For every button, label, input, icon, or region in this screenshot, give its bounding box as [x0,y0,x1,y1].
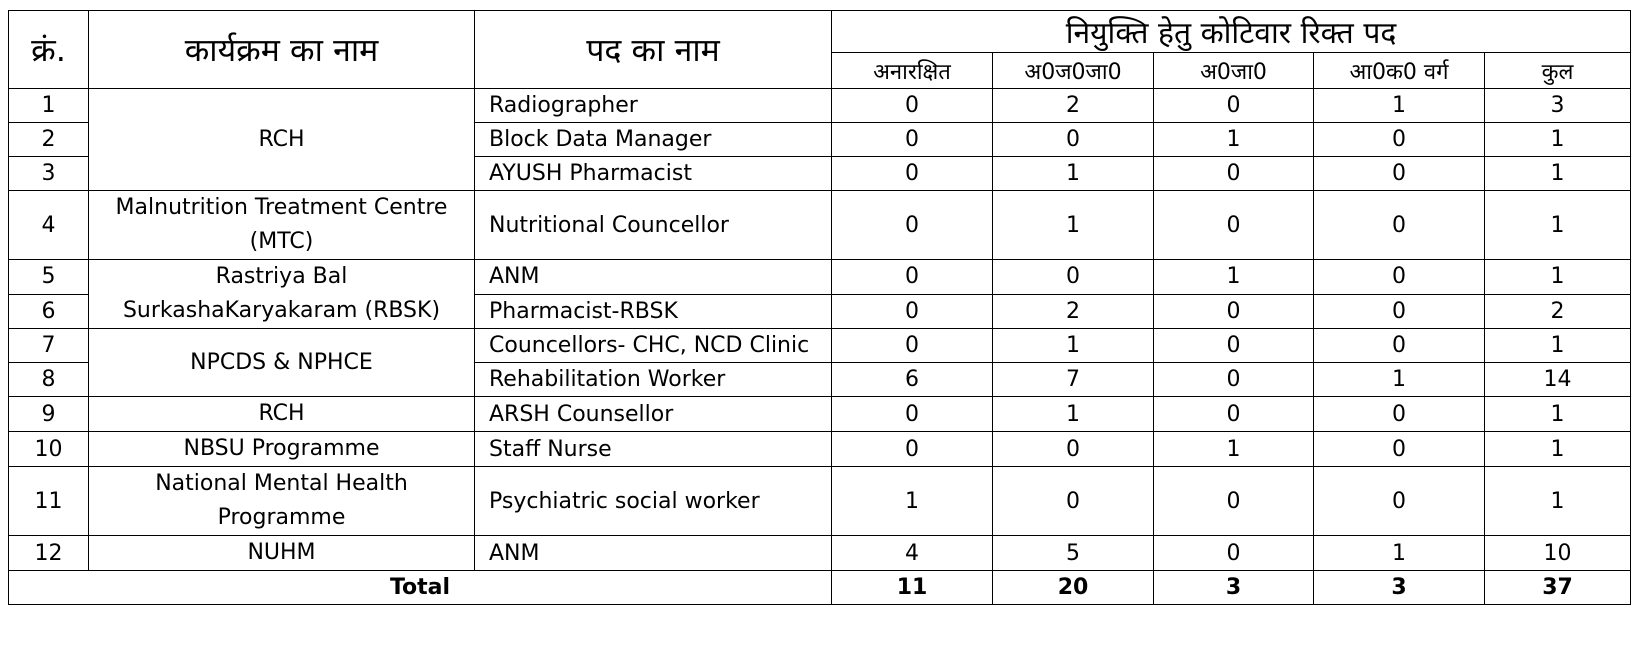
total-row [9,571,1631,605]
sc-cell: 0 [1154,536,1314,571]
ews-cell: 0 [1314,294,1485,329]
post-cell: Block Data Manager [475,123,832,157]
post-cell: Staff Nurse [475,432,832,467]
sno-cell: 8 [9,363,89,397]
unreserved-cell: 4 [832,536,993,571]
header-obc: अ0ज0जा0 [993,53,1154,89]
ews-cell: 0 [1314,260,1485,295]
header-sno: क्रं. [9,11,89,89]
unreserved-cell: 0 [832,89,993,123]
sc-cell: 1 [1154,260,1314,295]
unreserved-cell: 0 [832,294,993,329]
program-cell: RCH [89,397,475,432]
ews-cell: 1 [1314,363,1485,397]
total-cell: 3 [1485,89,1631,123]
sc-cell: 0 [1154,191,1314,260]
obc-cell: 5 [993,536,1154,571]
unreserved-cell: 0 [832,123,993,157]
post-cell: ANM [475,536,832,571]
program-cell: NBSU Programme [89,432,475,467]
sc-cell: 0 [1154,294,1314,329]
post-cell: Pharmacist-RBSK [475,294,832,329]
sno-cell: 7 [9,329,89,363]
sc-cell: 1 [1154,432,1314,467]
post-cell: Councellors- CHC, NCD Clinic [475,329,832,363]
obc-cell: 1 [993,157,1154,191]
post-cell: ARSH Counsellor [475,397,832,432]
unreserved-cell: 0 [832,432,993,467]
header-vacancy-group: नियुक्ति हेतु कोटिवार रिक्त पद [832,11,1631,53]
sno-cell: 3 [9,157,89,191]
post-cell: Rehabilitation Worker [475,363,832,397]
obc-cell: 0 [993,432,1154,467]
obc-cell: 1 [993,329,1154,363]
table-row [9,260,1631,295]
header-row-top [9,11,1631,53]
ews-cell: 0 [1314,123,1485,157]
total-unreserved: 11 [832,571,993,605]
table-row [9,432,1631,467]
table-row [9,536,1631,571]
sc-cell: 0 [1154,397,1314,432]
sc-cell: 1 [1154,123,1314,157]
sc-cell: 0 [1154,89,1314,123]
sc-cell: 0 [1154,363,1314,397]
sc-cell: 0 [1154,157,1314,191]
total-cell: 1 [1485,432,1631,467]
sno-cell: 11 [9,467,89,536]
total-cell: 1 [1485,329,1631,363]
post-cell: ANM [475,260,832,295]
header-sc: अ0जा0 [1154,53,1314,89]
total-sc: 3 [1154,571,1314,605]
ews-cell: 0 [1314,329,1485,363]
sc-cell: 0 [1154,467,1314,536]
total-ews: 3 [1314,571,1485,605]
total-cell: 1 [1485,397,1631,432]
unreserved-cell: 1 [832,467,993,536]
ews-cell: 1 [1314,536,1485,571]
unreserved-cell: 0 [832,397,993,432]
vacancy-table [8,10,1631,605]
sno-cell: 4 [9,191,89,260]
ews-cell: 1 [1314,89,1485,123]
unreserved-cell: 0 [832,329,993,363]
obc-cell: 0 [993,123,1154,157]
obc-cell: 1 [993,191,1154,260]
sno-cell: 12 [9,536,89,571]
post-cell: Radiographer [475,89,832,123]
table-row [9,329,1631,363]
obc-cell: 7 [993,363,1154,397]
sno-cell: 6 [9,294,89,329]
post-cell: AYUSH Pharmacist [475,157,832,191]
ews-cell: 0 [1314,432,1485,467]
total-cell: 1 [1485,157,1631,191]
table-row [9,89,1631,123]
total-cell: 14 [1485,363,1631,397]
total-cell: 1 [1485,260,1631,295]
post-cell: Psychiatric social worker [475,467,832,536]
total-cell: 2 [1485,294,1631,329]
sno-cell: 1 [9,89,89,123]
header-program: कार्यक्रम का नाम [89,11,475,89]
obc-cell: 2 [993,294,1154,329]
total-label: Total [9,571,832,605]
program-cell: National Mental Health Programme [89,467,475,536]
obc-cell: 0 [993,467,1154,536]
sno-cell: 5 [9,260,89,295]
total-obc: 20 [993,571,1154,605]
header-post: पद का नाम [475,11,832,89]
unreserved-cell: 0 [832,191,993,260]
program-cell: NPCDS & NPHCE [89,329,475,397]
header-ews: आ0क0 वर्ग [1314,53,1485,89]
total-all: 37 [1485,571,1631,605]
table-row [9,397,1631,432]
total-cell: 1 [1485,191,1631,260]
obc-cell: 1 [993,397,1154,432]
obc-cell: 2 [993,89,1154,123]
unreserved-cell: 0 [832,157,993,191]
ews-cell: 0 [1314,467,1485,536]
program-cell: RCH [89,89,475,191]
ews-cell: 0 [1314,157,1485,191]
program-cell: NUHM [89,536,475,571]
ews-cell: 0 [1314,191,1485,260]
ews-cell: 0 [1314,397,1485,432]
total-cell: 1 [1485,467,1631,536]
table-row [9,467,1631,536]
header-unreserved: अनारक्षित [832,53,993,89]
table-row [9,191,1631,260]
unreserved-cell: 0 [832,260,993,295]
header-total: कुल [1485,53,1631,89]
total-cell: 1 [1485,123,1631,157]
sc-cell: 0 [1154,329,1314,363]
program-cell: Malnutrition Treatment Centre (MTC) [89,191,475,260]
program-cell: Rastriya Bal SurkashaKaryakaram (RBSK) [89,260,475,329]
total-cell: 10 [1485,536,1631,571]
unreserved-cell: 6 [832,363,993,397]
obc-cell: 0 [993,260,1154,295]
sno-cell: 10 [9,432,89,467]
sno-cell: 2 [9,123,89,157]
post-cell: Nutritional Councellor [475,191,832,260]
sno-cell: 9 [9,397,89,432]
